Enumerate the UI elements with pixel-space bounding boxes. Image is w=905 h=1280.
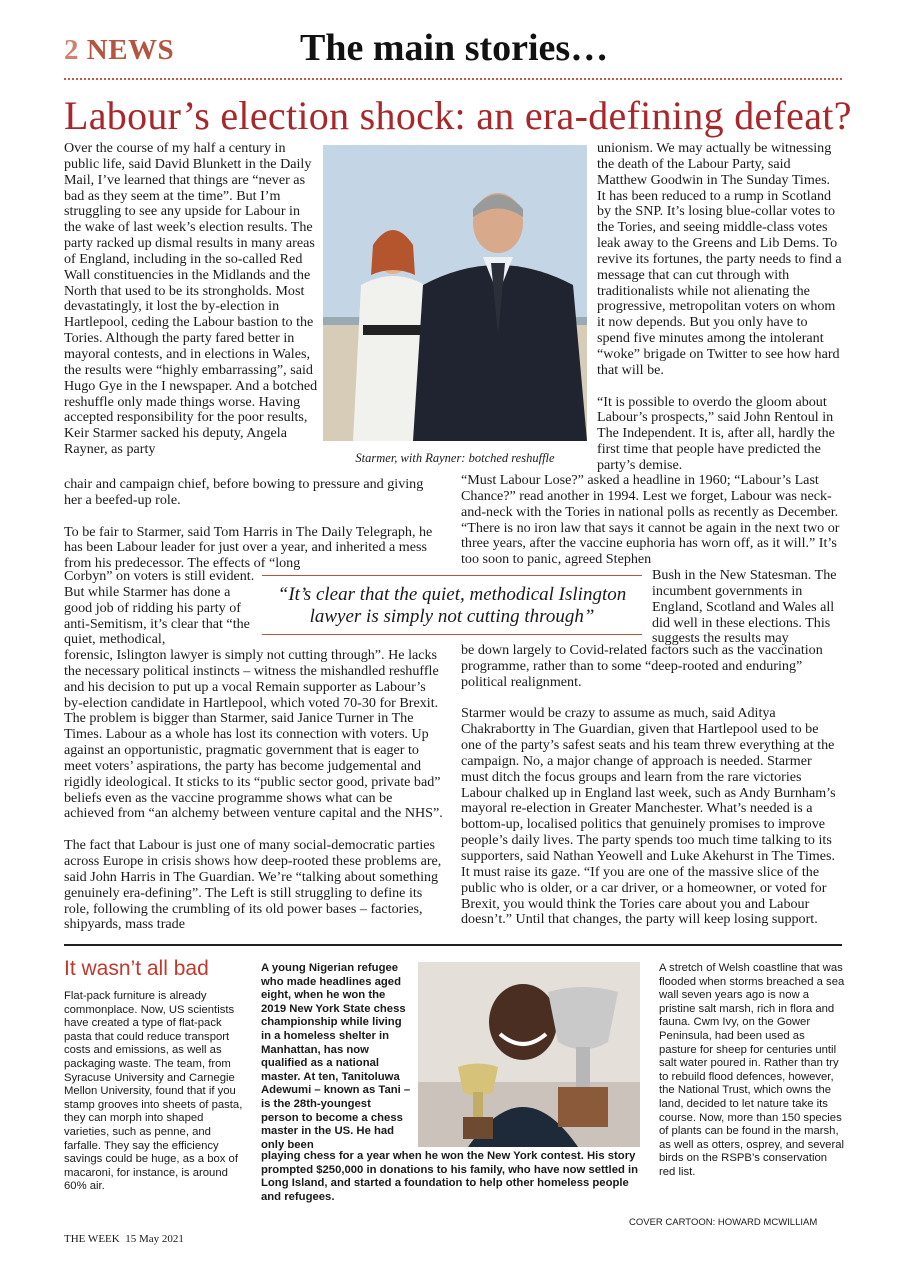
article-col2-mid xyxy=(461,473,842,568)
section-name: NEWS xyxy=(86,34,175,66)
article-paragraph: Over the course of my half a century in public life, said David Blunkett in the Daily Mail, I’ve learned that things are “never as bad as they seem at the time”. But I’m struggling to see any upside for Labour in the wake of last week’s election results. The party racked up dismal results in many areas of England, including in the so-called Red Wall constituencies in the Midlands and the North that used to be its strongholds. Most devastatingly, it lost the by-election in Hartlepool, ceding the Labour bastion to the Tories. Although the party fared better in mayoral contests, and in elections in Wales, the results were “highly embarrassing”, said Hugo Gye in the I newspaper. And a botched reshuffle only made things worse. Having accepted responsibility for the poor results, Keir Starmer sacked his deputy, Angela Rayner, as party xyxy=(64,140,318,458)
sidebar-title: It wasn’t all bad xyxy=(64,957,209,980)
article-paragraph: forensic, Islington lawyer is simply not cutting through”. He lacks the necessary political instincts – witness the mishandled reshuffle and his decision to put up a vocal Remain supporter as Labour’s by-election candidate in Hartlepool, which voted 70-30 for Brexit. The problem is bigger than Starmer, said Janice Turner in The Times. Labour as a whole has lost its connection with voters. Up against an opportunistic, pragmatic government that is eager to meet voters’ aspirations, the party has become judgemental and rigidly ideological. It sticks to its “public sector good, private bad” beliefs even as the vaccine programme shows what can be achieved from “an alchemy between venture capital and the NHS”. xyxy=(64,647,443,822)
article-col2-top xyxy=(597,141,842,474)
section-label xyxy=(64,34,174,67)
article-col1-top xyxy=(64,141,318,458)
article-paragraph: “It is possible to overdo the gloom about Labour’s prospects,” said John Rentoul in The Independent. It is, after all, hardly the first time that people have predicted the party’s demise. xyxy=(597,393,835,473)
pull-quote: “It’s clear that the quiet, methodical Islington lawyer is simply not cutting through” xyxy=(277,584,627,627)
article-paragraph: Starmer would be crazy to assume as much, said Aditya Chakrabortty in The Guardian, given that Hartlepool used to be one of the party’s safest seats and his team threw everything at the campaign. No, a major change of approach is needed. Starmer must ditch the focus groups and learn from the rare victories Labour chalked up in England last week, such as Andy Burnham’s mayoral re-election in Greater Manchester. What’s needed is a bottom-up, localised politics that genuinely promises to improve people’s daily lives. The party spends too much time talking to its supporters, said Nathan Yeowell and Luke Akehurst in The Times. It must raise its gaze. “If you are one of the massive slice of the public who is older, or a car driver, or a homeowner, or voted for Brexit, you would think the Tories care about you and Labour doesn’t.” Until that changes, the party will keep losing support. xyxy=(461,705,836,928)
article-paragraph: Bush in the New Statesman. The incumbent governments in England, Scotland and Wales all did well in these elections. This suggests the results may xyxy=(652,567,837,647)
photo-caption: Starmer, with Rayner: botched reshuffle xyxy=(355,451,555,465)
article-col1-lower xyxy=(64,648,444,933)
pull-quote-bottom-rule xyxy=(262,634,642,635)
chess-champion-photo xyxy=(418,962,640,1147)
chess-photo-illustration xyxy=(418,962,640,1147)
cover-credit: COVER CARTOON: HOWARD MCWILLIAM xyxy=(629,1217,818,1228)
pasta-story: Flat-pack furniture is already commonplace. Now, US scientists have created a type of flat-pack pasta that could reduce transport costs and emissions, as well as packaging waste. The team, from Syracuse University and Carnegie Mellon University, found that if you stamp grooves into sheets of pasta, they can morph into shaped varieties, such as penne, and farfalle. They say the efficiency savings could be huge, as a box of macaroni, for instance, is around 60% air. xyxy=(64,990,243,1193)
article-paragraph: unionism. We may actually be witnessing the death of the Labour Party, said Matthew Goodwin in The Sunday Times. It has been reduced to a rump in Scotland by the SNP. It’s losing blue-collar votes to the Tories, and seeing middle-class votes leak away to the Greens and Lib Dems. To revive its fortunes, the party needs to find a message that can cut through with traditionalists while not alienating the progressive, metropolitan voters on whom it now depends. But you only have to spend five minutes among the intolerant “woke” brigade on Twitter to see how hard that will be. xyxy=(597,140,842,378)
article-col2-narrow xyxy=(652,568,842,647)
photo-illustration xyxy=(323,145,587,441)
article-col2-lower xyxy=(461,643,842,928)
article-paragraph: be down largely to Covid-related factors such as the vaccination programme, rather than to some “deep-rooted and enduring” political realignment. xyxy=(461,642,823,690)
section-number: 2 xyxy=(64,34,79,66)
coastline-story: A stretch of Welsh coastline that was flooded when storms breached a sea wall seven years ago is now a pristine salt marsh, rich in flora and fauna. Cwm Ivy, on the Gower Peninsula, had been used as pasture for sheep for centuries until salt water poured in. Rather than try to rebuild flood defences, however, the National Trust, which owns the land, decided to let nature take its course. Now, more than 150 species of plants can be found in the marsh, as well as otters, osprey, and several birds on the RSPB’s conservation red list. xyxy=(659,962,845,1178)
article-col1-narrow xyxy=(64,569,256,648)
article-paragraph: To be fair to Starmer, said Tom Harris in The Daily Telegraph, he has been Labour leader for just over a year, and inherited a mess from his predecessor. The effects of “long xyxy=(64,523,433,572)
article-col1-bottom xyxy=(64,477,444,572)
article-paragraph: The fact that Labour is just one of many social-democratic parties across Europe in crisis shows how deep-rooted these problems are, said John Harris in The Guardian. We’re “talking about something genuinely era-defining”. The Left is still struggling to define its role, following the crumbling of its old power bases – factories, shipyards, mass trade xyxy=(64,837,442,933)
article-paragraph: Corbyn” on voters is still evident. But while Starmer has done a good job of ridding his party of anti-Semitism, it’s clear that “the quiet, methodical, xyxy=(64,568,255,648)
page-title: The main stories… xyxy=(300,27,609,69)
article-paragraph: chair and campaign chief, before bowing to pressure and giving her a beefed-up role. xyxy=(64,476,424,508)
header-divider xyxy=(64,78,842,80)
chess-story-top: A young Nigerian refugee who made headlines aged eight, when he won the 2019 New York State chess championship while living in a homeless shelter in Manhattan, has now qualified as a national master. At ten, Tanitoluwa Adewumi – known as Tani – is the 28th-youngest person to become a chess master in the US. He had only been xyxy=(261,962,411,1151)
headline: Labour’s election shock: an era-defining defeat? xyxy=(64,93,852,138)
sidebar-divider xyxy=(64,944,842,946)
chess-story-bottom: playing chess for a year when he won the New York contest. His story prompted $250,000 in donations to his family, who have now settled in Long Island, and started a foundation to help other homeless people and refugees. xyxy=(261,1150,639,1203)
pull-quote-top-rule xyxy=(262,575,642,576)
page-folio: THE WEEK 15 May 2021 xyxy=(64,1233,184,1245)
article-paragraph: “Must Labour Lose?” asked a headline in 1960; “Labour’s Last Chance?” read another in 1994. Lest we forget, Labour was neck-and-neck with the Tories in national polls as recently as December. “There is no iron law that says it cannot be again in the next two or three years, after the vaccine euphoria has worn off, as it will.” It’s too soon to panic, agreed Stephen xyxy=(461,472,840,568)
starmer-rayner-photo xyxy=(323,145,587,441)
